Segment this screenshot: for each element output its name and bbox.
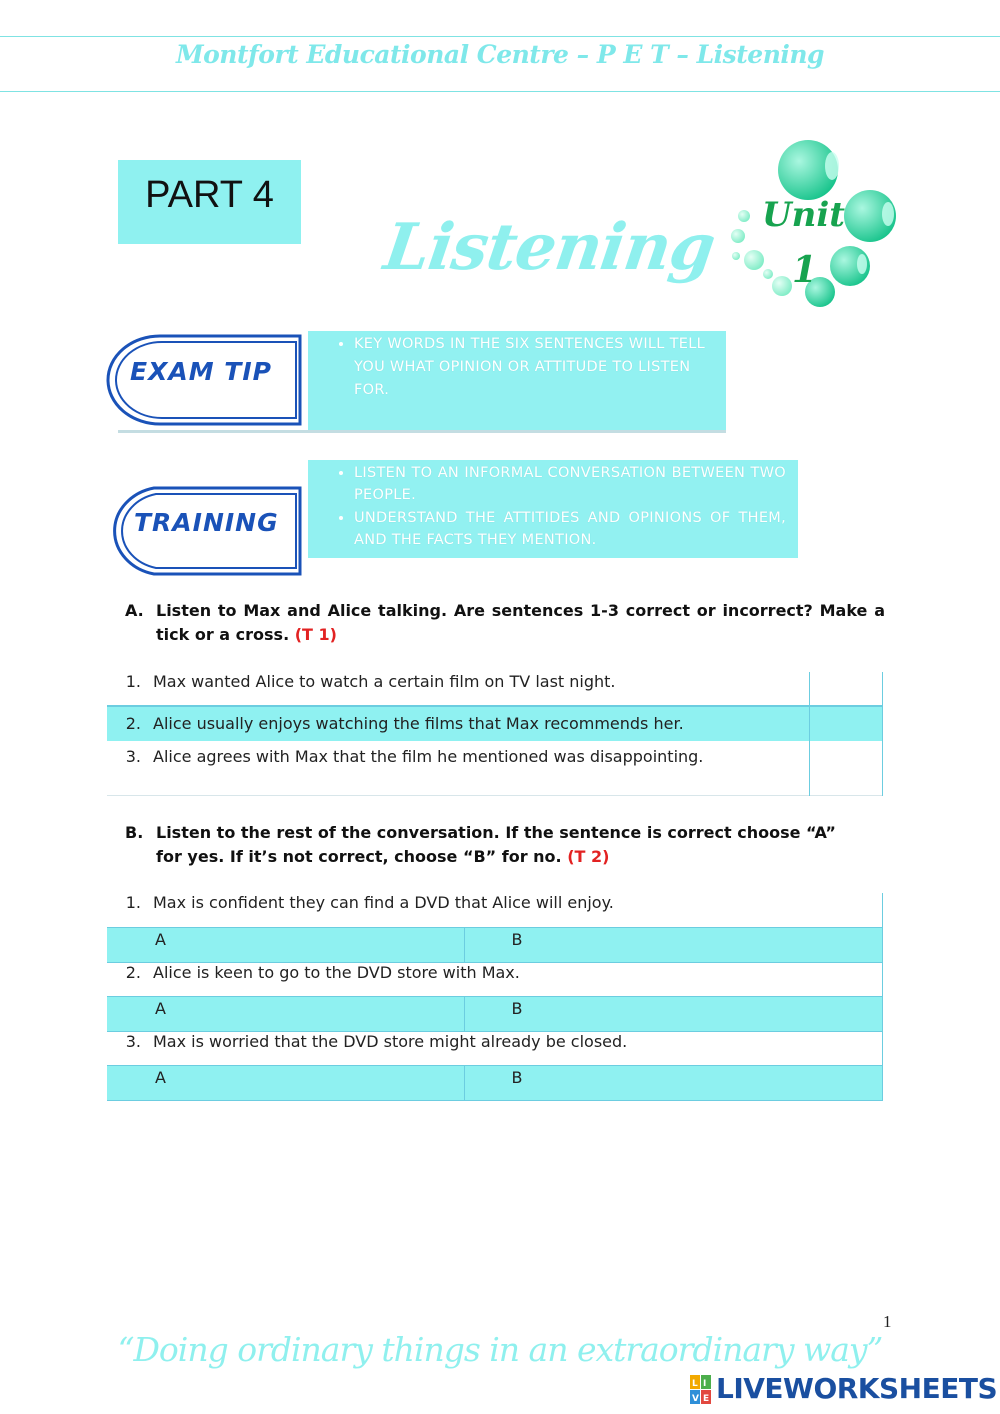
- bubble: [732, 252, 740, 260]
- section-b-letter: B.: [125, 823, 144, 842]
- option-a[interactable]: A: [141, 927, 464, 962]
- bubble: [744, 250, 764, 270]
- option-b[interactable]: B: [464, 1065, 882, 1100]
- unit-number: 1: [792, 249, 818, 291]
- bubble: [731, 229, 745, 243]
- row-statement: Max wanted Alice to watch a certain film on TV last night.: [153, 672, 616, 691]
- option-a[interactable]: A: [141, 1065, 464, 1100]
- row-statement: Alice agrees with Max that the film he mentioned was disappointing.: [153, 747, 704, 766]
- row-statement: Alice usually enjoys watching the films that Max recommends her.: [141, 706, 809, 741]
- training-label: TRAINING: [134, 508, 279, 537]
- bubble: [763, 269, 773, 279]
- row-statement: Max is worried that the DVD store might already be closed.: [153, 1031, 628, 1051]
- section-a-track: (T 1): [294, 625, 337, 644]
- option-b[interactable]: B: [464, 996, 882, 1031]
- section-b-text: Listen to the rest of the conversation. If the sentence is correct choose “A” for yes. If it’s not correct, choose “B” for no.: [156, 823, 836, 866]
- section-a-table: [107, 672, 883, 796]
- section-a-letter: A.: [125, 601, 144, 620]
- section-a-text: Listen to Max and Alice talking. Are sentences 1-3 correct or incorrect? Make a tick or a cross.: [156, 601, 885, 644]
- option-b[interactable]: B: [464, 927, 882, 962]
- tick-cross-cell[interactable]: [809, 672, 882, 706]
- row-number: 3.: [125, 747, 141, 766]
- footer-motto: “Doing ordinary things in an extraordinary way”: [117, 1330, 883, 1369]
- row-statement: Max is confident they can find a DVD that Alice will enjoy.: [153, 893, 614, 912]
- table-row: [107, 1031, 882, 1065]
- svg-text:E: E: [703, 1394, 710, 1404]
- header-title: Montfort Educational Centre – P E T – Listening: [175, 40, 825, 69]
- bubble: [772, 276, 792, 296]
- table-row: [107, 927, 882, 962]
- section-a-instruction: [125, 599, 885, 647]
- svg-text:L: L: [692, 1379, 698, 1389]
- svg-text:I: I: [703, 1379, 707, 1389]
- table-row: [107, 996, 882, 1031]
- row-statement: Alice is keen to go to the DVD store with Max.: [153, 962, 520, 982]
- table-row: [107, 962, 882, 996]
- tick-cross-cell[interactable]: [809, 706, 882, 741]
- exam-tip-text: [324, 333, 716, 403]
- section-b-track: (T 2): [567, 847, 610, 866]
- svg-text:V: V: [692, 1394, 699, 1404]
- section-b-table: [107, 893, 883, 1101]
- row-number: 1.: [125, 672, 141, 691]
- table-row: [107, 706, 882, 741]
- bubble: [738, 210, 750, 222]
- table-row: [107, 1065, 882, 1100]
- part-box: [118, 160, 301, 244]
- training-text: [324, 462, 786, 552]
- training-item: • LISTEN TO AN INFORMAL CONVERSATION BETWEEN TWO PEOPLE.: [354, 462, 786, 507]
- table-row: [107, 672, 882, 706]
- section-b-instruction: [125, 821, 860, 869]
- page-number: 1: [883, 1312, 892, 1331]
- row-number: 1.: [125, 893, 141, 912]
- tick-cross-cell[interactable]: [809, 741, 882, 795]
- liveworksheets-wordmark: LIVEWORKSHEETS: [716, 1372, 998, 1405]
- row-number: 2.: [125, 962, 141, 982]
- table-row: [107, 741, 882, 795]
- row-number: 3.: [125, 1031, 141, 1051]
- liveworksheets-icon: [690, 1375, 712, 1405]
- table-row: [107, 893, 882, 927]
- part-label: PART 4: [145, 174, 274, 216]
- unit-logo: [722, 136, 902, 316]
- section-title: Listening: [379, 210, 720, 285]
- training-item: • UNDERSTAND THE ATTITIDES AND OPINIONS OF THEM, AND THE FACTS THEY MENTION.: [354, 507, 786, 552]
- exam-tip-underline: [118, 430, 726, 433]
- row-number: 2.: [107, 706, 141, 741]
- unit-word: Unit: [762, 195, 845, 235]
- exam-tip-label: EXAM TIP: [130, 357, 272, 386]
- option-a[interactable]: A: [141, 996, 464, 1031]
- exam-tip-item: • KEY WORDS IN THE SIX SENTENCES WILL TELL YOU WHAT OPINION OR ATTITUDE TO LISTEN FOR.: [354, 333, 716, 403]
